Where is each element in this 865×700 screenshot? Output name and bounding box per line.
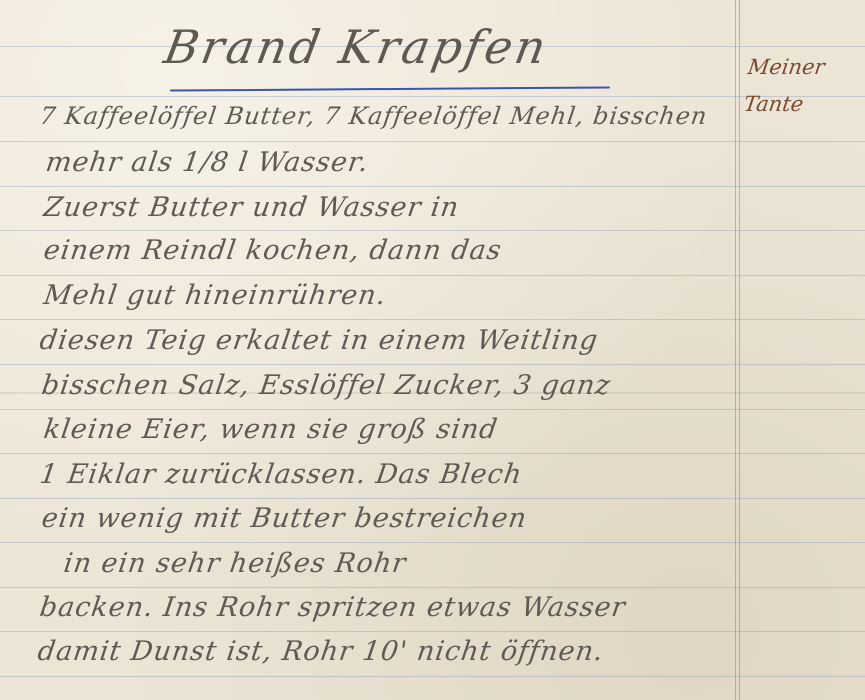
recipe-line: in ein sehr heißes Rohr bbox=[61, 548, 409, 579]
recipe-line: Mehl gut hineinrühren. bbox=[41, 280, 389, 311]
margin-note: Tante bbox=[742, 92, 805, 116]
margin-note: Meiner bbox=[746, 55, 827, 79]
recipe-line: damit Dunst ist, Rohr 10' nicht öffnen. bbox=[35, 636, 606, 667]
recipe-title: Brand Krapfen bbox=[160, 20, 553, 74]
title-underline bbox=[170, 86, 610, 91]
recipe-line: einem Reindl kochen, dann das bbox=[41, 235, 504, 266]
recipe-line: Zuerst Butter und Wasser in bbox=[41, 192, 462, 223]
recipe-line: diesen Teig erkaltet in einem Weitling bbox=[37, 325, 601, 356]
recipe-line: bisschen Salz, Esslöffel Zucker, 3 ganz bbox=[39, 370, 613, 401]
recipe-line: backen. Ins Rohr spritzen etwas Wasser bbox=[37, 592, 628, 623]
recipe-line: ein wenig mit Butter bestreichen bbox=[39, 503, 530, 534]
recipe-line: kleine Eier, wenn sie groß sind bbox=[41, 414, 500, 445]
margin-line-double bbox=[739, 0, 740, 700]
recipe-line: 7 Kaffeelöffel Butter, 7 Kaffeelöffel Mehl, bisschen bbox=[38, 102, 710, 130]
margin-line bbox=[735, 0, 736, 700]
recipe-line: mehr als 1/8 l Wasser. bbox=[43, 147, 371, 178]
recipe-line: 1 Eiklar zurücklassen. Das Blech bbox=[37, 459, 525, 490]
